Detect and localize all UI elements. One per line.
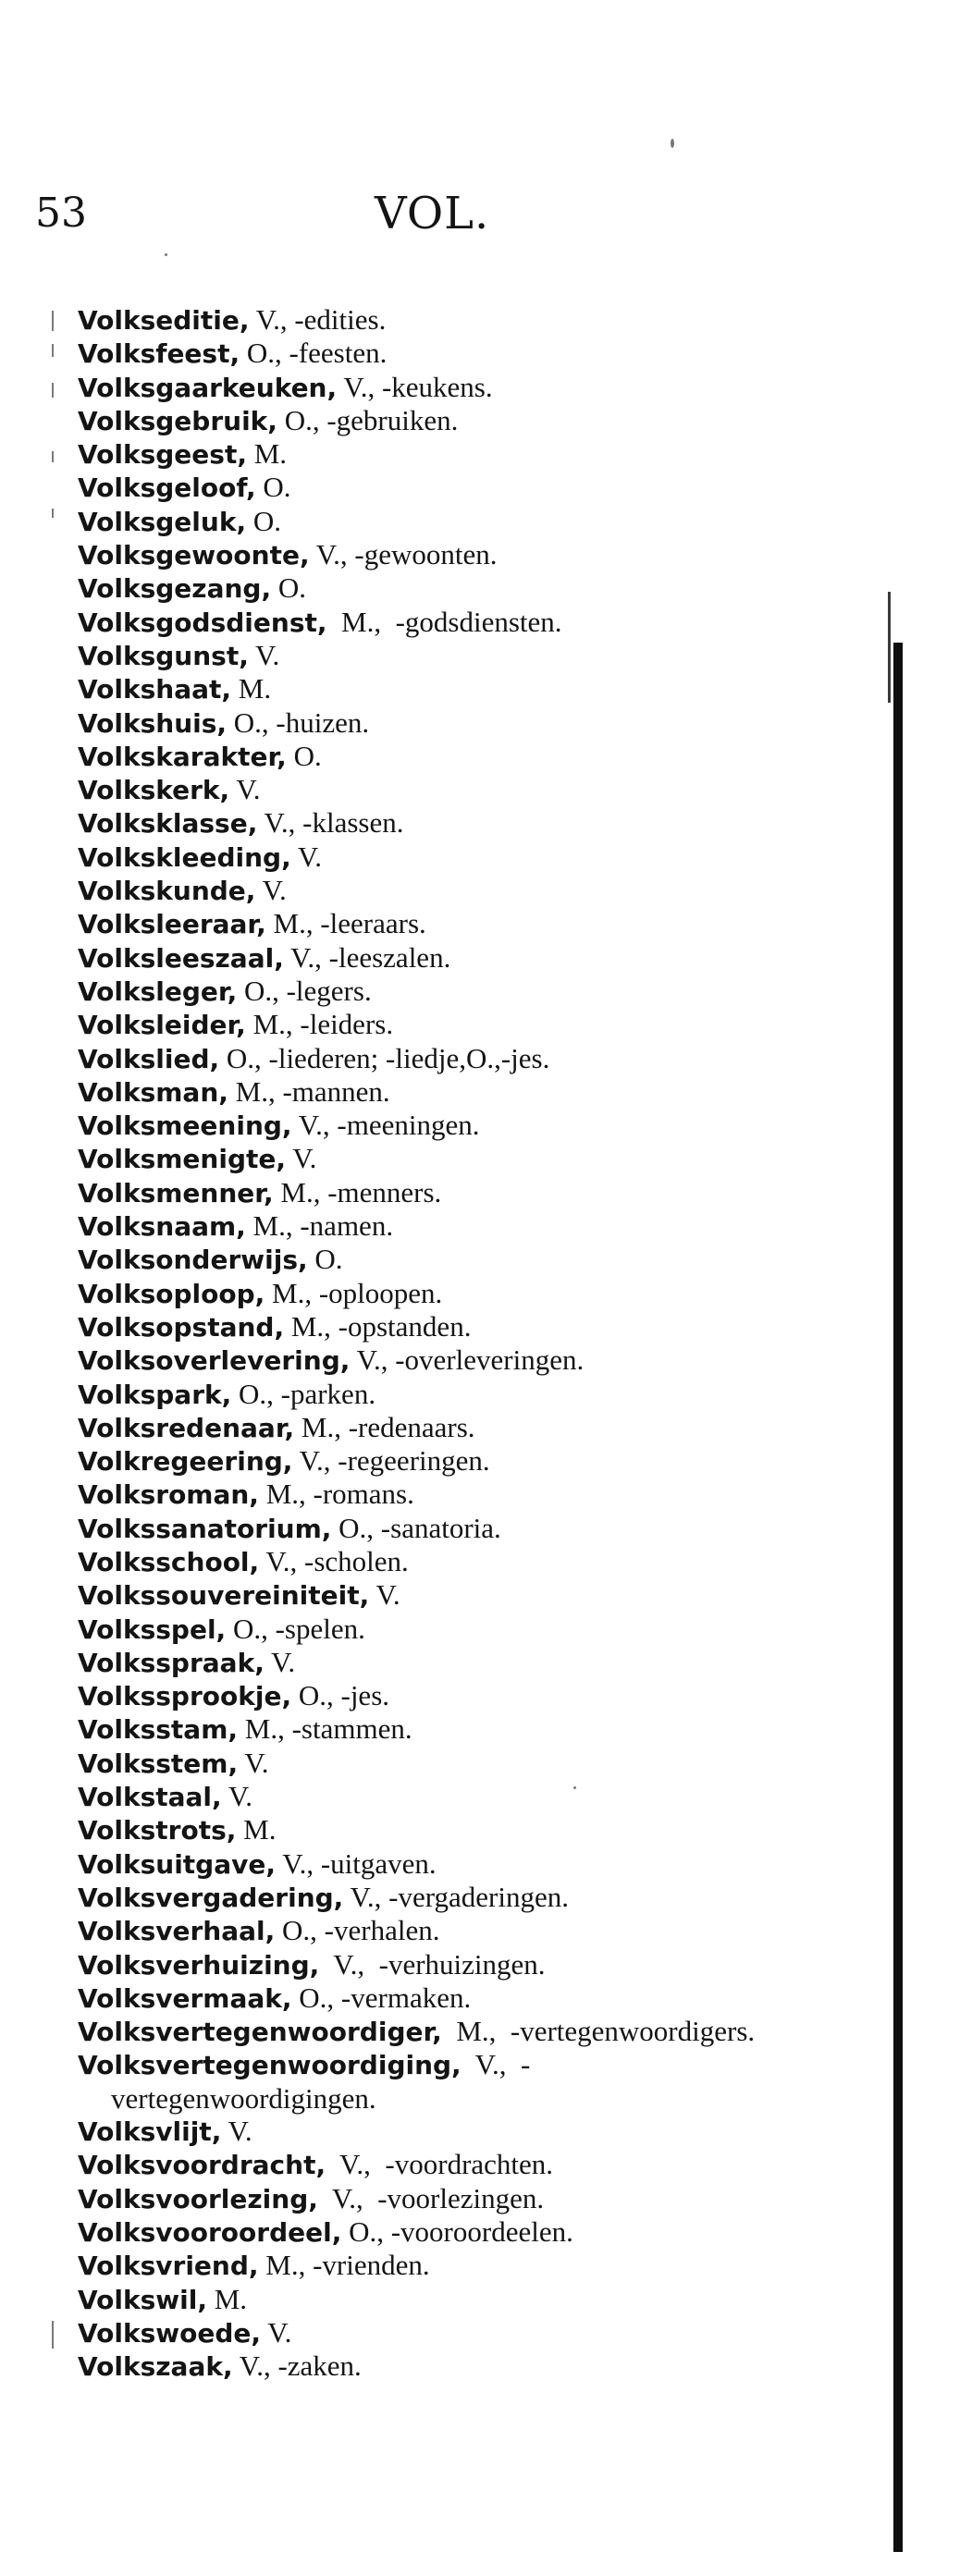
entry-grammar: V., -gewoonten. (309, 538, 498, 571)
entry-headword: Volkskleeding, (78, 841, 291, 873)
dictionary-entry (78, 1747, 781, 1780)
dictionary-entry (78, 1613, 781, 1646)
dictionary-entry (78, 806, 781, 840)
entry-grammar: O. (246, 504, 281, 537)
dictionary-entry (78, 571, 781, 605)
dictionary-entry (78, 907, 781, 940)
entry-grammar: O., -verhalen. (275, 1914, 440, 1947)
dictionary-entry (78, 1243, 781, 1276)
entry-grammar: V. (290, 840, 323, 873)
entry-headword: Volksvriend, (78, 2251, 259, 2282)
entry-headword: Volksgunst, (78, 640, 249, 671)
dictionary-entry (78, 1780, 781, 1813)
dictionary-entry (78, 773, 781, 806)
dictionary-entry (78, 2115, 781, 2148)
dictionary-entry (78, 2048, 781, 2115)
entry-headword: Volkssouvereiniteit, (78, 1580, 370, 1612)
entry-headword: Volksgewoonte, (78, 540, 310, 571)
entry-headword: Volksman, (78, 1076, 228, 1108)
dictionary-entry (78, 471, 781, 504)
entry-grammar: V. (264, 1645, 296, 1678)
entry-grammar: V. (229, 773, 261, 806)
entry-headword: Volksklasse, (78, 808, 258, 840)
dictionary-entry (78, 2316, 781, 2349)
entry-grammar: O., -spelen. (226, 1612, 365, 1645)
entry-headword: Volkshuis, (78, 707, 228, 739)
entry-grammar: V. (255, 874, 287, 907)
dictionary-entry (78, 1578, 781, 1612)
dictionary-entry (78, 505, 781, 538)
entry-headword: Volkskunde, (78, 876, 256, 907)
entry-grammar: M., -leiders. (245, 1008, 394, 1041)
entry-headword: Volkstrots, (78, 1815, 237, 1846)
entry-headword: Volksgeluk, (78, 506, 247, 537)
entry-headword: Volkskerk, (78, 775, 230, 806)
entry-headword: Volksopstand, (78, 1311, 285, 1343)
margin-tick (52, 344, 54, 357)
dictionary-entry (78, 1411, 781, 1444)
margin-tick (52, 2321, 54, 2349)
dictionary-entry (78, 1109, 781, 1142)
dictionary-entry (78, 1712, 781, 1746)
dictionary-entry (78, 874, 781, 907)
margin-tick (52, 451, 54, 462)
dictionary-entry (78, 1209, 781, 1243)
entry-headword: Volksmenner, (78, 1177, 274, 1208)
entry-grammar: V., -vertegenwoordigingen. (111, 2048, 531, 2115)
entry-grammar: O., -vermaken. (291, 1981, 472, 2014)
dictionary-entry (78, 840, 781, 874)
entry-grammar: M., -stammen. (238, 1712, 412, 1746)
entry-headword: Volkseditie, (78, 305, 250, 336)
margin-tick (52, 383, 54, 398)
entry-headword: Volksgeloof, (78, 472, 256, 504)
entry-grammar: V., -vergaderingen. (343, 1880, 569, 1913)
entry-grammar: V., -regeeringen. (292, 1444, 490, 1478)
dictionary-entry (78, 606, 781, 639)
entry-headword: Volkshaat, (78, 674, 232, 705)
entry-grammar: O. (286, 739, 322, 772)
dictionary-entry (78, 941, 781, 975)
entry-headword: Volksverhaal, (78, 1916, 276, 1947)
entry-grammar: M., -vertegenwoordigers. (441, 2015, 756, 2048)
dictionary-entry (78, 1042, 781, 1075)
entry-headword: Volksleeraar, (78, 909, 266, 940)
entry-headword: Volksoploop, (78, 1278, 265, 1309)
entry-headword: Volksgezang, (78, 573, 272, 605)
entry-grammar: V., -edities. (249, 303, 387, 336)
entry-grammar: O., -gebruiken. (277, 403, 459, 436)
entry-grammar: O., -sanatoria. (331, 1511, 501, 1544)
entry-headword: Volksspel, (78, 1613, 227, 1645)
entry-grammar: V., -verhuizingen. (319, 1947, 546, 1981)
entry-grammar: O., -jes. (291, 1679, 390, 1712)
entry-headword: Volkswoede, (78, 2317, 262, 2349)
entry-grammar: V., -klassen. (257, 806, 404, 840)
dictionary-entry (78, 1948, 781, 1981)
dictionary-entry (78, 2249, 781, 2282)
entry-headword: Volksgeest, (78, 439, 247, 471)
margin-marks (52, 305, 55, 2524)
entry-headword: Volksvertegenwoordiger, (78, 2017, 442, 2048)
dictionary-entry (78, 1378, 781, 1411)
dictionary-entry (78, 1847, 781, 1881)
entry-headword: Volksgaarkeuken, (78, 372, 338, 403)
dictionary-entry (78, 1310, 781, 1343)
entry-grammar: O., -liederen; -liedje,O.,-jes. (219, 1041, 550, 1074)
entry-grammar: M. (246, 437, 288, 471)
entry-headword: Volksvoorlezing, (78, 2183, 318, 2214)
entry-headword: Volksverhuizing, (78, 1949, 320, 1981)
dictionary-entry (78, 337, 781, 370)
entry-grammar: M., -godsdiensten. (326, 605, 562, 638)
entry-grammar: O., -vooroordeelen. (341, 2214, 573, 2248)
dictionary-entry (78, 1679, 781, 1712)
entry-grammar: O., -huizen. (227, 705, 370, 739)
entry-headword: Volkspark, (78, 1379, 232, 1410)
entry-headword: Volkskarakter, (78, 741, 287, 772)
entry-headword: Volksvermaak, (78, 1982, 292, 2014)
dictionary-entry (78, 1277, 781, 1310)
entry-grammar: O., -parken. (231, 1377, 376, 1410)
dictionary-entry (78, 706, 781, 740)
entry-headword: Volksleeszaal, (78, 942, 284, 974)
dictionary-entry (78, 2015, 781, 2048)
entry-grammar: V. (238, 1746, 269, 1779)
dictionary-entry (78, 1142, 781, 1175)
entry-headword: Volkslied, (78, 1043, 220, 1074)
entry-headword: Volksstem, (78, 1748, 239, 1779)
entry-grammar: M., -redenaars. (294, 1410, 475, 1443)
dictionary-entry (78, 1176, 781, 1209)
entry-grammar: M., -namen. (245, 1209, 394, 1243)
dictionary-entry (78, 1444, 781, 1478)
dictionary-entry (78, 2283, 781, 2316)
dictionary-entry (78, 2182, 781, 2215)
ink-speck (671, 139, 674, 148)
dictionary-entry (78, 1008, 781, 1041)
entry-headword: Volksoverlevering, (78, 1345, 351, 1377)
entry-headword: Volkswil, (78, 2284, 207, 2315)
entry-headword: Volksspraak, (78, 1647, 265, 1678)
entry-headword: Volkszaak, (78, 2351, 233, 2383)
dictionary-entry (78, 371, 781, 404)
dictionary-entry (78, 1646, 781, 1679)
entry-headword: Volksgebruik, (78, 405, 277, 436)
entry-grammar: V., -keukens. (337, 370, 493, 403)
entry-headword: Volksvoordracht, (78, 2150, 326, 2181)
entry-headword: Volkregeering, (78, 1446, 293, 1478)
page-number: 53 (35, 190, 87, 237)
running-head: VOL. (375, 188, 490, 239)
entry-grammar: V., -leeszalen. (283, 940, 451, 974)
entry-headword: Volksvlijt, (78, 2116, 222, 2148)
right-edge-shadow (888, 592, 891, 703)
dictionary-entry (78, 2349, 781, 2383)
entry-grammar: M., -oploopen. (265, 1276, 443, 1309)
entry-grammar: O. (255, 471, 291, 504)
dictionary-entry (78, 672, 781, 705)
dictionary-entry (78, 1881, 781, 1914)
entry-grammar: V. (221, 2115, 252, 2148)
dictionary-entry (78, 303, 781, 337)
entry-headword: Volksonderwijs, (78, 1245, 308, 1276)
dictionary-entry (78, 2215, 781, 2249)
entry-headword: Volksvooroordeel, (78, 2216, 342, 2248)
entry-headword: Volksmenigte, (78, 1144, 287, 1175)
entry-headword: Volksfeest, (78, 338, 240, 370)
dictionary-entry (78, 437, 781, 471)
entry-headword: Volksuitgave, (78, 1848, 276, 1880)
entry-grammar: M., -romans. (258, 1478, 414, 1511)
entry-grammar: V., -scholen. (259, 1544, 409, 1577)
entry-grammar: M., -mannen. (228, 1074, 390, 1108)
entry-grammar: V. (286, 1142, 317, 1175)
entry-grammar: M., -opstanden. (284, 1309, 472, 1343)
dictionary-entry (78, 1478, 781, 1511)
entry-headword: Volksvertegenwoordiging, (78, 2050, 462, 2081)
margin-tick (52, 509, 54, 518)
dictionary-entry (78, 1813, 781, 1846)
ink-speck (165, 253, 167, 256)
entry-headword: Volksnaam, (78, 1211, 246, 1243)
entry-grammar: M., -menners. (273, 1175, 442, 1208)
entry-grammar: V. (221, 1780, 253, 1813)
entry-headword: Volksmeening, (78, 1110, 292, 1142)
dictionary-entry (78, 538, 781, 571)
dictionary-entry (78, 975, 781, 1008)
right-edge-rule (893, 643, 903, 2552)
entry-headword: Volksgodsdienst, (78, 607, 327, 638)
entry-grammar: M. (206, 2282, 248, 2315)
entry-grammar: M. (236, 1813, 277, 1846)
dictionary-entry (78, 2148, 781, 2181)
entry-grammar: M., -vrienden. (258, 2249, 430, 2282)
dictionary-entry (78, 1075, 781, 1109)
dictionary-entry (78, 1512, 781, 1545)
dictionary-entry (78, 404, 781, 437)
entry-grammar: V. (369, 1578, 400, 1612)
entry-headword: Volkstaal, (78, 1782, 222, 1813)
entry-grammar: M. (231, 672, 272, 705)
dictionary-entry (78, 1545, 781, 1578)
entry-headword: Volksstam, (78, 1714, 239, 1746)
entry-list (78, 303, 781, 2383)
entry-grammar: V., -uitgaven. (276, 1846, 437, 1880)
entry-grammar: O. (271, 571, 306, 605)
entry-headword: Volksschool, (78, 1546, 260, 1577)
entry-grammar: V. (248, 638, 280, 671)
entry-grammar: V. (261, 2315, 292, 2349)
entry-headword: Volksroman, (78, 1479, 259, 1511)
entry-grammar: V., -overleveringen. (350, 1343, 585, 1377)
dictionary-entry (78, 740, 781, 773)
entry-grammar: O. (307, 1243, 343, 1276)
entry-headword: Volksleider, (78, 1010, 246, 1041)
entry-grammar: O., -legers. (237, 974, 372, 1007)
entry-grammar: O., -feesten. (240, 337, 388, 370)
entry-headword: Volkssanatorium, (78, 1513, 332, 1544)
entry-headword: Volksvergadering, (78, 1882, 344, 1913)
entry-grammar: V., -meeningen. (291, 1109, 480, 1142)
margin-tick (52, 311, 54, 331)
dictionary-entry (78, 1914, 781, 1947)
entry-grammar: V., -zaken. (232, 2349, 362, 2383)
entry-headword: Volksleger, (78, 975, 238, 1007)
dictionary-entry (78, 1981, 781, 2015)
dictionary-entry (78, 639, 781, 672)
entry-grammar: V., -voorlezingen. (317, 2181, 545, 2214)
entry-grammar: M., -leeraars. (265, 907, 426, 940)
entry-grammar: V., -voordrachten. (326, 2148, 554, 2181)
entry-headword: Volksredenaar, (78, 1412, 295, 1443)
dictionary-entry (78, 1343, 781, 1377)
entry-headword: Volkssprookje, (78, 1681, 292, 1712)
